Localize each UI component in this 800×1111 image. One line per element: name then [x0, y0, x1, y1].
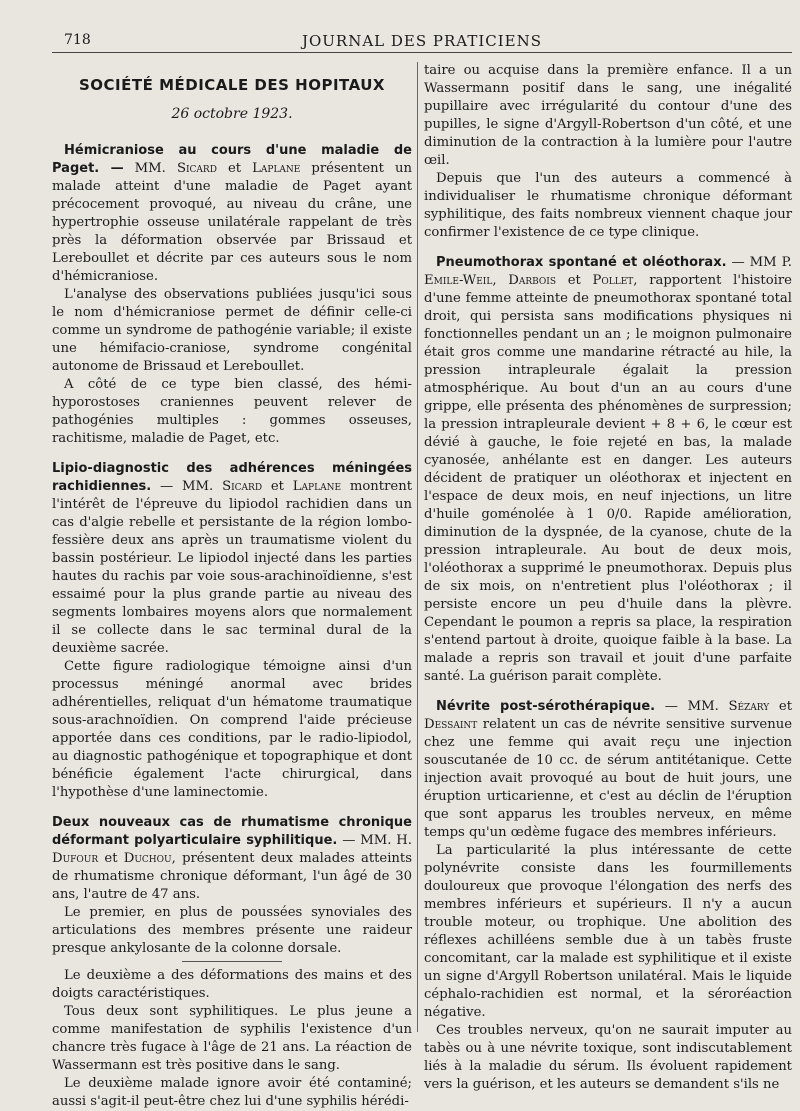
right-column: [424, 62, 793, 1092]
article-paragraph: Le premier, en plus de poussées synoviales des articulations des membres présente une raideur presque ankylosante de la colonne dorsale.: [52, 905, 412, 956]
author-name: Pollet: [592, 273, 634, 288]
text-run: relatent un cas de névrite sensitive survenue chez une femme qui avait reçu une injection souscutanée de 10 cc. de sérum antitétanique. Cette injection avait provoqué au bout de huit jours, une éruption urticarienne, et c'est au déclin de l'éruption que sont apparus les troubles nerveux, en même temps qu'un œdème fugace des membres inférieurs.: [424, 717, 792, 840]
article-paragraph: [52, 460, 412, 658]
article-pneumothorax: [424, 254, 792, 686]
text-run: et: [216, 161, 253, 176]
article-paragraph: Depuis que l'un des auteurs a commencé à individualiser le rhumatisme chronique déformant syphilitique, des faits nombreux viennent chaque jour confirmer l'existence de ce type clinique.: [424, 171, 792, 240]
article-paragraph: La particularité la plus intéressante de cette polynévrite consiste dans les fourmillements douloureux que provoque l'élongation des nerfs des membres inférieurs et supérieurs. Il n'y a aucun trouble moteur, ou trophique. Une abolition des réflexes achilléens semble due à un tabès fruste concomitant, car la malade est syphilitique et il existe un signe d'Argyll Robertson unilatéral. Mais le liquide céphalo-rachidien est normal, et la séroréaction négative.: [424, 843, 792, 1020]
article-title: Hémicraniose au cours d'une maladie de Paget. —: [52, 143, 412, 176]
author-name: Sézary: [728, 699, 770, 714]
article-title: Lipio-diagnostic des adhérences méningées rachidiennes.: [52, 461, 412, 494]
text-run: — MM. H.: [337, 833, 412, 848]
article-title: Névrite post-sérothérapique.: [436, 699, 656, 714]
article-rhumatisme: [52, 814, 412, 1111]
text-run: — MM.: [655, 699, 729, 714]
text-run: MM.: [123, 161, 177, 176]
article-paragraph: Ces troubles nerveux, qu'on ne saurait imputer au tabès ou à une névrite toxique, sont indiscutablement liés à la maladie du sérum. Ils évoluent rapidement vers la guérison, et les auteurs se demandent s'ils ne: [424, 1023, 792, 1092]
article-lipio-diagnostic: [52, 460, 412, 802]
author-name: Duchou: [123, 851, 172, 866]
article-paragraph: Le deuxième malade ignore avoir été contaminé; aussi s'agit-il peut-être chez lui d'une syphilis hérédi-: [52, 1076, 412, 1109]
article-title: Deux nouveaux cas de rhumatisme chronique déformant polyarticulaire syphilitique.: [52, 815, 412, 848]
text-run: présentent un malade atteint d'une maladie de Paget ayant précocement provoqué, au niveau du crâne, une hypertrophie osseuse unilatérale rappelant de très près la déformation observée par Brissaud et Lereboullet et décrite par ces auteurs sous le nom d'hémicraniose.: [52, 161, 412, 284]
text-columns: [52, 62, 793, 1109]
running-head: [52, 30, 792, 53]
article-title: Pneumothorax spontané et oléothorax.: [436, 255, 727, 270]
left-column: [52, 62, 412, 1109]
article-paragraph: [424, 254, 792, 686]
article-paragraph: taire ou acquise dans la première enfance. Il a un Wassermann positif dans le sang, une inégalité pupillaire avec irrégularité du contour d'une des pupilles, le signe d'Argyll-Robertson d'un côté, et une diminution de la contraction à la lumière pour l'autre œil.: [424, 63, 792, 168]
author-name: Laplane: [292, 479, 342, 494]
article-paragraph: L'analyse des observations publiées jusqu'ici sous le nom d'hémicraniose permet de définir celle-ci comme un syndrome de pathogénie variable; il existe une hémifacio-craniose, syndrome congénital autonome de Brissaud et Lereboullet.: [52, 287, 412, 374]
text-run: et: [555, 273, 593, 288]
text-run: et: [769, 699, 793, 714]
column-rule: [417, 62, 418, 1032]
text-run: , rapportent l'histoire d'une femme atteinte de pneumothorax spontané total droit, qui persista sans modifications physiques ni fonctionnelles pendant un an ; le moignon pulmonaire était gros comme une mandarine rétracté au hile, la pression intrapleurale égalait la pression atmosphérique. Au bout d'un an au cours d'une grippe, elle présenta des phénomènes de surpression; la pression intrapleurale devient + 8 + 6, le cœur est dévié à gauche, le foie rejeté en bas, la malade cyanosée, anhélante est en danger. Les auteurs décident de pratiquer un oléothorax et injectent en l'espace de deux mois, en neuf injections, un litre d'huile goménolée à 1 0/0. Rapide amélioration, diminution de la dyspnée, de la cyanose, chute de la pression intrapleurale. Au bout de deux mois, l'oléothorax a supprimé le pneumothorax. Depuis plus de six mois, on n'entretient plus l'oléothorax ; il persiste encore un peu d'huile dans la plèvre. Cependant le poumon a repris sa place, la respiration s'entend partout à droite, quoique faible à la base. La malade a repris son travail et jouit d'une parfaite santé. La guérison parait complète.: [424, 273, 792, 684]
journal-title: JOURNAL DES PRATICIENS: [301, 32, 543, 50]
author-name: Sicard: [222, 479, 263, 494]
author-name: Emile-Weil: [424, 273, 493, 288]
article-paragraph: [424, 698, 792, 842]
text-run: ,: [492, 273, 509, 288]
article-rhumatisme-continued: [424, 62, 792, 242]
article-nevrite: [424, 698, 792, 1094]
article-paragraph: [52, 814, 412, 904]
article-paragraph: Cette figure radiologique témoigne ainsi d'un processus méningé anormal avec brides adhérentielles, reliquat d'un hématome traumatique sous-arachnoïdien. On comprend l'aide précieuse apportée dans ces conditions, par le radio-lipiodol, au diagnostic pathogénique et topographique et dont bénéficie également l'acte chirurgical, dans l'hypothèse d'une laminectomie.: [52, 659, 412, 800]
article-paragraph: Tous deux sont syphilitiques. Le plus jeune a comme manifestation de syphilis l'existence d'un chancre très fugace à l'âge de 21 ans. La réaction de Wassermann est très positive dans le sang.: [52, 1004, 412, 1073]
short-rule: [182, 961, 282, 962]
author-name: Laplane: [252, 161, 301, 176]
author-name: Dufour: [52, 851, 99, 866]
page-number: 718: [64, 32, 91, 48]
article-paragraph: [52, 142, 412, 286]
society-title: SOCIÉTÉ MÉDICALE DES HOPITAUX: [78, 76, 385, 94]
author-name: Darbois: [508, 273, 556, 288]
text-run: et: [98, 851, 124, 866]
text-run: montrent l'intérêt de l'épreuve du lipiodol rachidien dans un cas d'algie rebelle et persistante de la région lombo-fessière deux ans après un traumatisme violent du bassin postérieur. Le lipiodol injecté dans les parties hautes du rachis par voie sous-arachinoïdienne, s'est essaimé pour la plus grande partie au niveau des segments lombaires moyens alors que normalement il se collecte dans le sac terminal dural de la deuxième sacrée.: [52, 479, 412, 656]
author-name: Sicard: [176, 161, 217, 176]
text-run: — MM.: [151, 479, 223, 494]
article-hemicraniose: [52, 142, 412, 448]
text-run: — MM P.: [726, 255, 792, 270]
author-name: Dessaint: [424, 717, 478, 732]
text-run: , présentent deux malades atteints de rhumatisme chronique déformant, l'un âgé de 30 ans, l'autre de 47 ans.: [52, 851, 412, 902]
text-run: et: [262, 479, 293, 494]
session-date: 26 octobre 1923.: [171, 106, 293, 122]
article-paragraph: Le deuxième a des déformations des mains et des doigts caractéristiques.: [52, 968, 412, 1001]
article-paragraph: A côté de ce type bien classé, des hémi-hyporostoses craniennes peuvent relever de pathogénies multiples : gommes osseuses, rachitisme, maladie de Paget, etc.: [52, 377, 412, 446]
